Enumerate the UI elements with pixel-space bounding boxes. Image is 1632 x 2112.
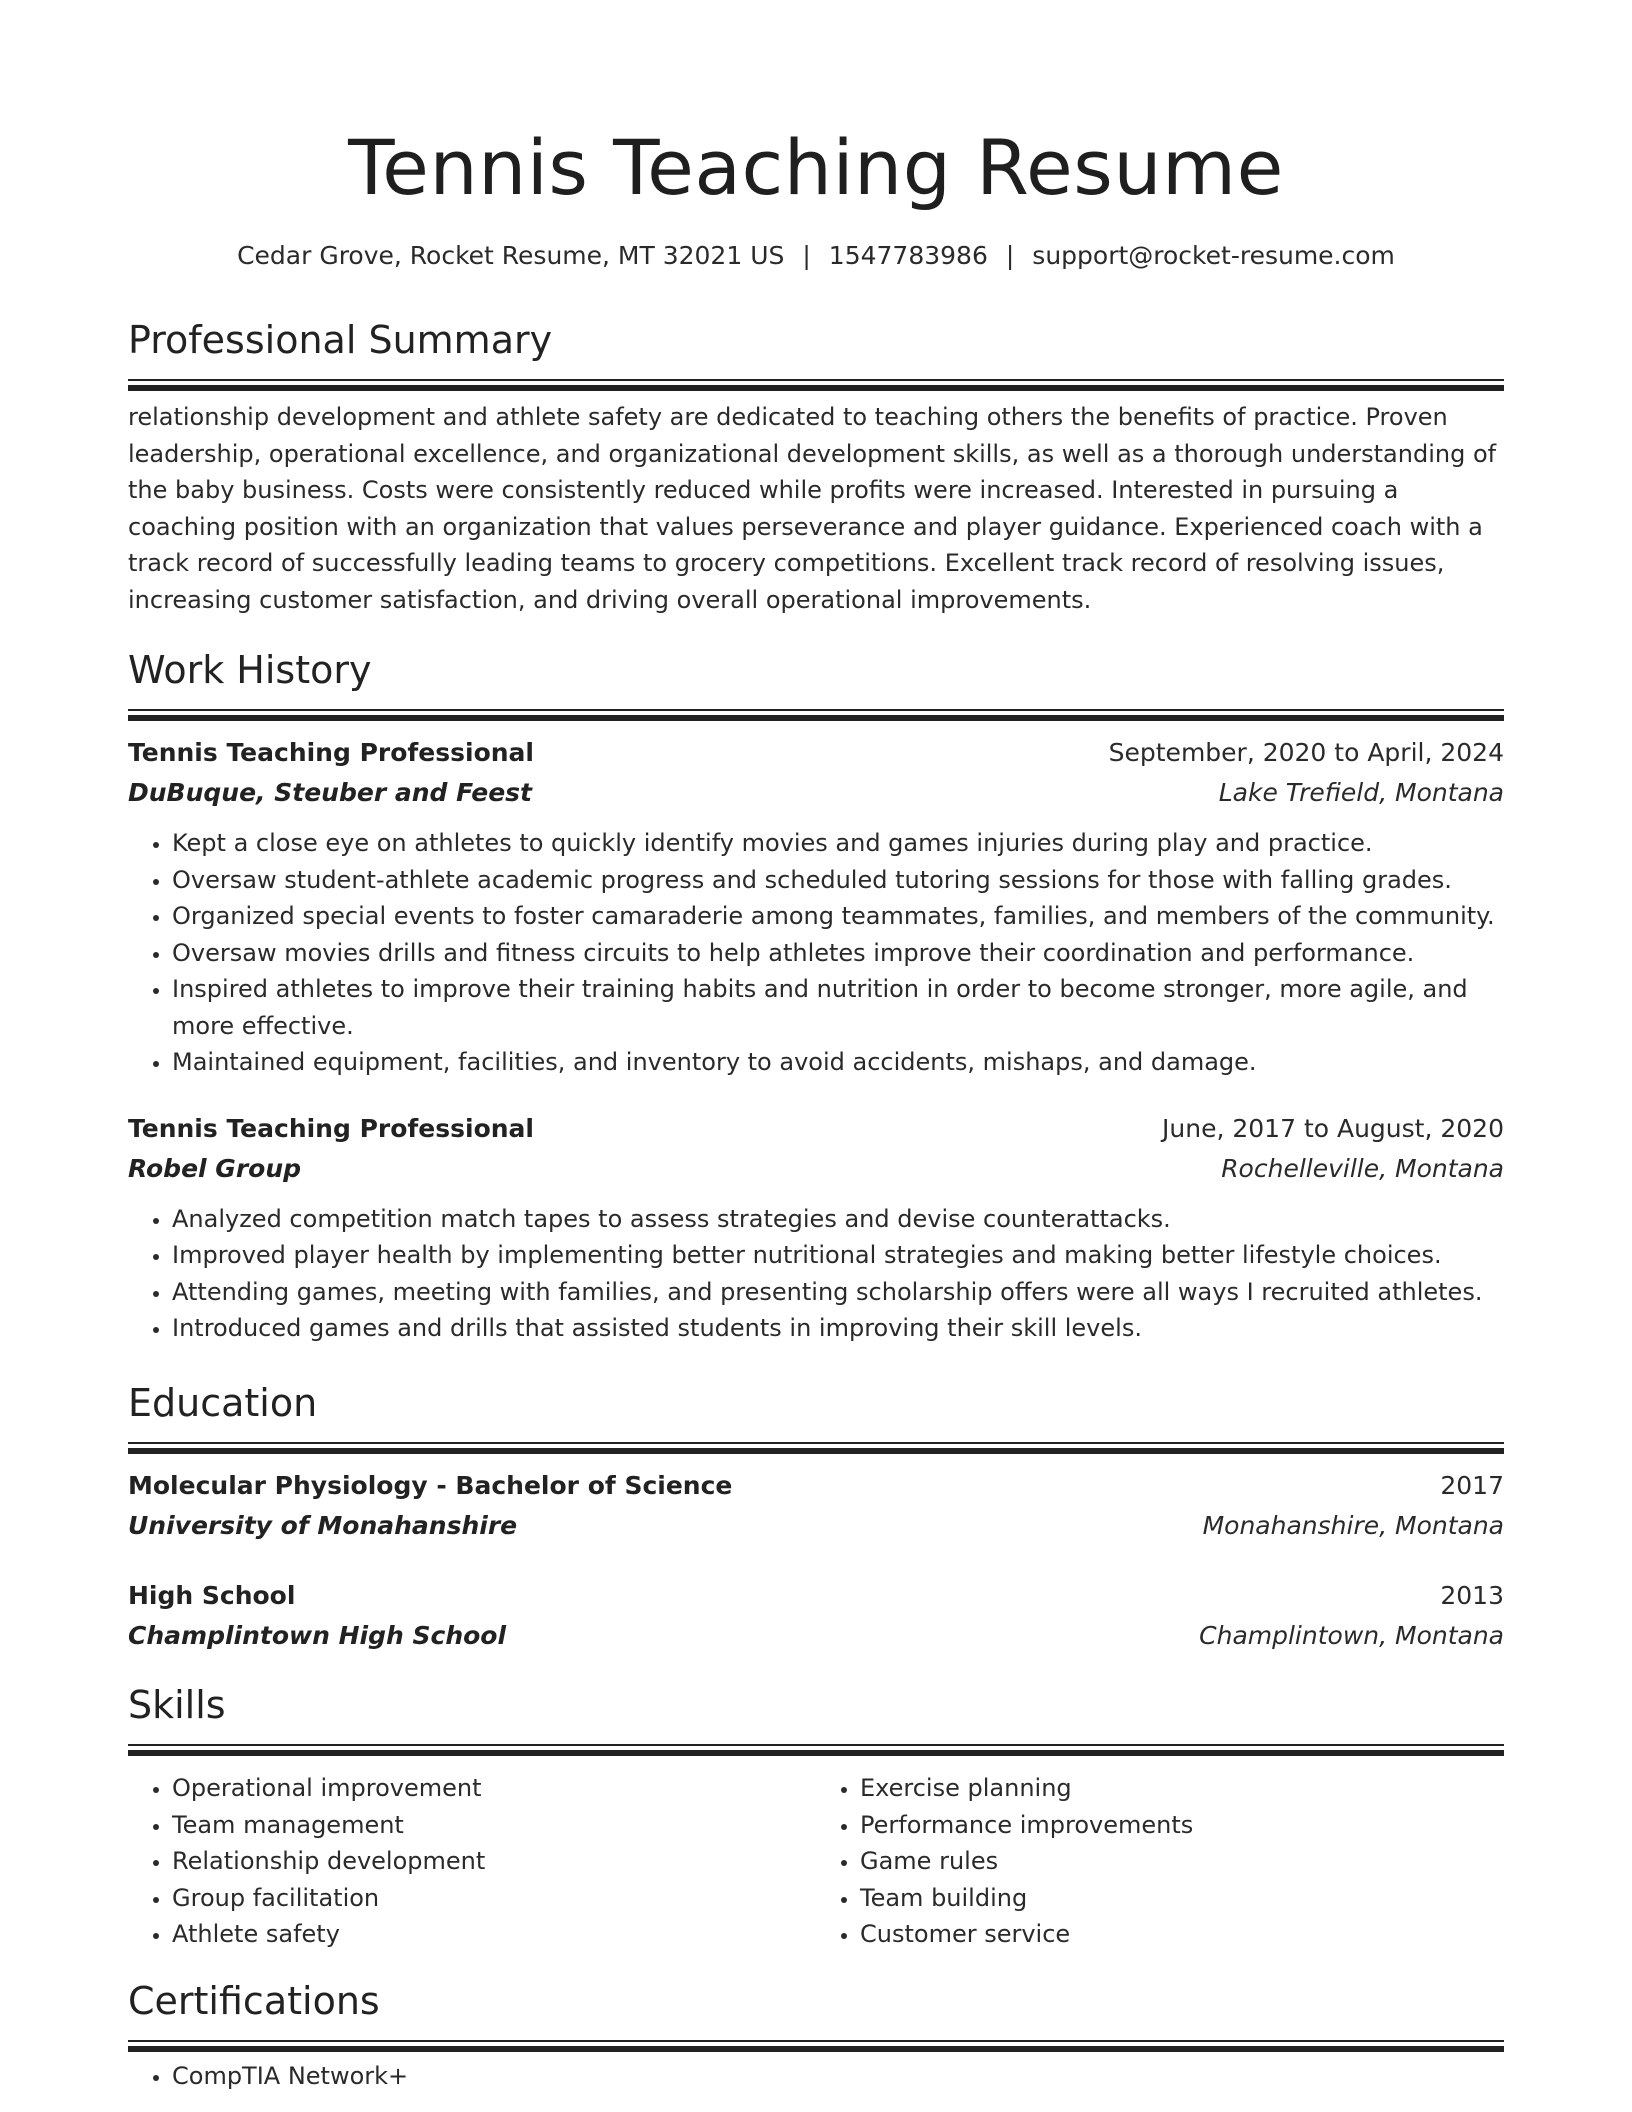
- skill-item: • Performance improvements: [860, 1807, 1504, 1844]
- resume-name: Tennis Teaching Resume: [348, 123, 1284, 212]
- skill-item: • Team management: [172, 1807, 816, 1844]
- education-subheader: [128, 1506, 1504, 1546]
- skill-item: • Athlete safety: [172, 1916, 816, 1953]
- skills-section: [128, 1680, 1504, 1953]
- skill-item: • Game rules: [860, 1843, 1504, 1880]
- skills-list-right: [816, 1770, 1504, 1953]
- job-bullet: • Oversaw student-athlete academic progress and scheduled tutoring sessions for those with falling grades.: [172, 862, 1504, 899]
- education-year: 2017: [1440, 1471, 1504, 1500]
- job-bullet: • Inspired athletes to improve their training habits and nutrition in order to become stronger, more agile, and more effective.: [172, 971, 1504, 1044]
- section-divider: [128, 709, 1504, 715]
- job-title: Tennis Teaching Professional: [128, 738, 534, 767]
- education-subheader: [128, 1616, 1504, 1656]
- job-bullets: [128, 825, 1504, 1081]
- job-entry: [128, 733, 1504, 1081]
- job-location: Lake Trefield, Montana: [1218, 778, 1504, 807]
- education-degree: High School: [128, 1581, 296, 1610]
- education-location: Monahanshire, Montana: [1202, 1511, 1504, 1540]
- summary-text: relationship development and athlete safety are dedicated to teaching others the benefits of practice. Proven leadership, operational excellence, and organizational development skills, as well as a thorough understanding of the baby business. Costs were consistently reduced while profits were increased. Interested in pursuing a coaching position with an organization that values perseverance and player guidance. Experienced coach with a track record of successfully leading teams to grocery competitions. Excellent track record of resolving issues, increasing customer satisfaction, and driving overall operational improvements.: [128, 403, 1497, 614]
- education-section: [128, 1378, 1504, 1656]
- job-dates: September, 2020 to April, 2024: [1108, 738, 1504, 767]
- skills-list-left: [128, 1770, 816, 1953]
- section-title-education: Education: [128, 1381, 318, 1425]
- job-bullet: • Maintained equipment, facilities, and inventory to avoid accidents, mishaps, and damage.: [172, 1044, 1504, 1081]
- contact-separator: |: [802, 241, 811, 270]
- skill-item: • Exercise planning: [860, 1770, 1504, 1807]
- job-company: Robel Group: [128, 1153, 302, 1183]
- skills-columns: [128, 1758, 1504, 1953]
- job-header: [128, 1109, 1504, 1149]
- job-bullet: • Improved player health by implementing better nutritional strategies and making better lifestyle choices.: [172, 1237, 1504, 1274]
- skill-item: • Relationship development: [172, 1843, 816, 1880]
- job-bullet: • Introduced games and drills that assisted students in improving their skill levels.: [172, 1310, 1504, 1347]
- summary-section: [128, 315, 1504, 618]
- skill-item: • Team building: [860, 1880, 1504, 1917]
- job-subheader: [128, 1149, 1504, 1189]
- skill-item: • Customer service: [860, 1916, 1504, 1953]
- education-entry: [128, 1576, 1504, 1656]
- certifications-list: [128, 2058, 1504, 2095]
- education-school: University of Monahanshire: [128, 1511, 518, 1540]
- certifications-section: [128, 1976, 1504, 2095]
- section-divider: [128, 1744, 1504, 1750]
- job-bullet: • Organized special events to foster camaraderie among teammates, families, and members of the community.: [172, 898, 1504, 935]
- job-entry: [128, 1109, 1504, 1347]
- section-title-summary: Professional Summary: [128, 318, 553, 362]
- contact-email: support@rocket-resume.com: [1032, 241, 1395, 270]
- skill-item: • Group facilitation: [172, 1880, 816, 1917]
- job-company: DuBuque, Steuber and Feest: [128, 778, 532, 807]
- job-bullets: [128, 1201, 1504, 1347]
- education-degree: Molecular Physiology - Bachelor of Science: [128, 1471, 733, 1500]
- job-bullet: • Attending games, meeting with families, and presenting scholarship offers were all ways I recruited athletes.: [172, 1274, 1504, 1311]
- section-divider: [128, 379, 1504, 385]
- job-bullet: • Oversaw movies drills and fitness circuits to help athletes improve their coordination and performance.: [172, 935, 1504, 972]
- job-location: Rochelleville, Montana: [1221, 1153, 1504, 1183]
- job-bullet: • Analyzed competition match tapes to assess strategies and devise counterattacks.: [172, 1201, 1504, 1238]
- certification-item: • CompTIA Network+: [172, 2058, 1504, 2095]
- education-school: Champlintown High School: [128, 1621, 507, 1650]
- contact-phone: 1547783986: [828, 241, 988, 270]
- job-bullet: • Kept a close eye on athletes to quickly identify movies and games injuries during play and practice.: [172, 825, 1504, 862]
- job-header: [128, 733, 1504, 773]
- skill-item: • Operational improvement: [172, 1770, 816, 1807]
- section-divider: [128, 1442, 1504, 1448]
- job-title: Tennis Teaching Professional: [128, 1113, 534, 1143]
- education-entry: [128, 1466, 1504, 1546]
- job-subheader: [128, 773, 1504, 813]
- work-history-section: [128, 645, 1504, 1347]
- education-header: [128, 1576, 1504, 1616]
- section-title-skills: Skills: [128, 1683, 226, 1727]
- contact-address: Cedar Grove, Rocket Resume, MT 32021 US: [237, 241, 785, 270]
- section-title-work: Work History: [128, 648, 372, 692]
- education-year: 2013: [1440, 1581, 1504, 1610]
- contact-line: [128, 236, 1504, 276]
- contact-separator: |: [1005, 241, 1015, 270]
- section-title-certifications: Certifications: [128, 1979, 380, 2023]
- education-header: [128, 1466, 1504, 1506]
- section-divider: [128, 2040, 1504, 2046]
- education-location: Champlintown, Montana: [1199, 1621, 1504, 1650]
- job-dates: June, 2017 to August, 2020: [1162, 1113, 1504, 1143]
